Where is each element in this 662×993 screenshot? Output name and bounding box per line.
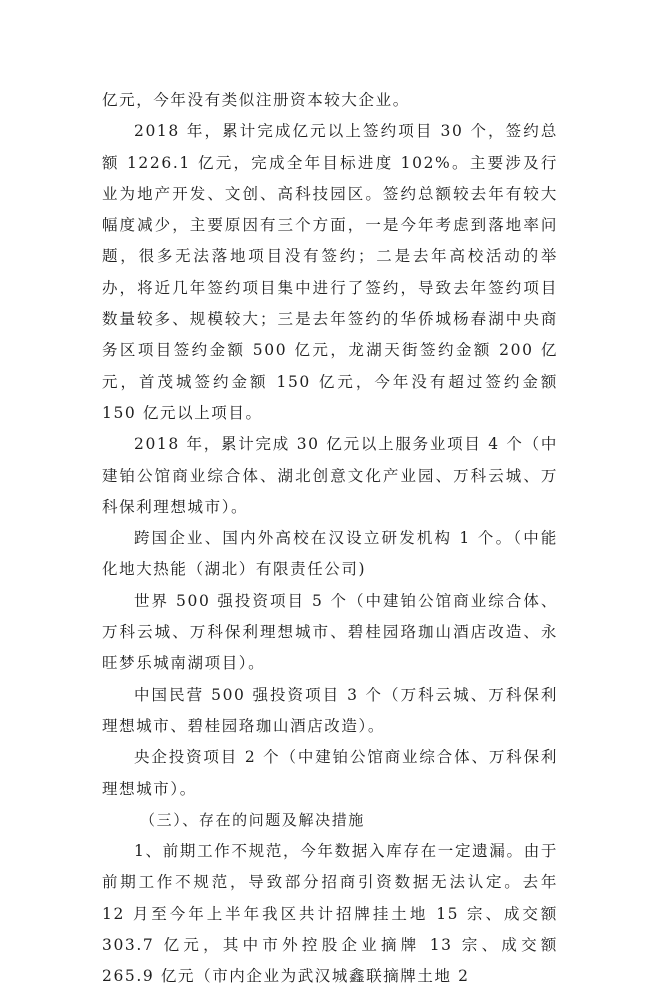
paragraph-issue-1: 1、前期工作不规范，今年数据入库存在一定遗漏。由于前期工作不规范，导致部分招商引资数据无法认定。去年 12 月至今年上半年我区共计招牌挂土地 15 宗、成交额 303.7 亿元，其中市外控股企业摘牌 13 宗、成交额 265.9 亿元（市内企业为武汉城鑫联摘牌土地 2 bbox=[102, 842, 558, 986]
document-body bbox=[102, 85, 558, 993]
paragraph-private500-projects: 中国民营 500 强投资项目 3 个（万科云城、万科保利理想城市、碧桂园珞珈山酒店改造）。 bbox=[102, 685, 558, 735]
paragraph-fortune500-projects: 世界 500 强投资项目 5 个（中建铂公馆商业综合体、万科云城、万科保利理想城市、碧桂园珞珈山酒店改造、永旺梦乐城南湖项目）。 bbox=[102, 591, 558, 673]
paragraph-signed-projects: 2018 年，累计完成亿元以上签约项目 30 个，签约总额 1226.1 亿元，完成全年目标进度 102%。主要涉及行业为地产开发、文创、高科技园区。签约总额较去年有较大幅度减少，主要原因有三个方面，一是今年考虑到落地率问题，很多无法落地项目没有签约；二是去年高校活动的举办，将近几年签约项目集中进行了签约，导致去年签约项目数量较多、规模较大；三是去年签约的华侨城杨春湖中央商务区项目签约金额 500 亿元，龙湖天街签约金额 200 亿元，首茂城签约金额 150 亿元，今年没有超过签约金额 150 亿元以上项目。 bbox=[102, 122, 558, 422]
paragraph-continuation: 亿元，今年没有类似注册资本较大企业。 bbox=[102, 91, 410, 109]
paragraph-rd-institutions: 跨国企业、国内外高校在汉设立研发机构 1 个。（中能化地大热能（湖北）有限责任公司) bbox=[102, 529, 558, 579]
section-heading: （三）、存在的问题及解决措施 bbox=[140, 810, 365, 829]
paragraph-soe-projects: 央企投资项目 2 个（中建铂公馆商业综合体、万科保利理想城市）。 bbox=[102, 748, 558, 798]
paragraph-service-projects: 2018 年，累计完成 30 亿元以上服务业项目 4 个（中建铂公馆商业综合体、湖北创意文化产业园、万科云城、万科保利理想城市）。 bbox=[102, 435, 558, 516]
